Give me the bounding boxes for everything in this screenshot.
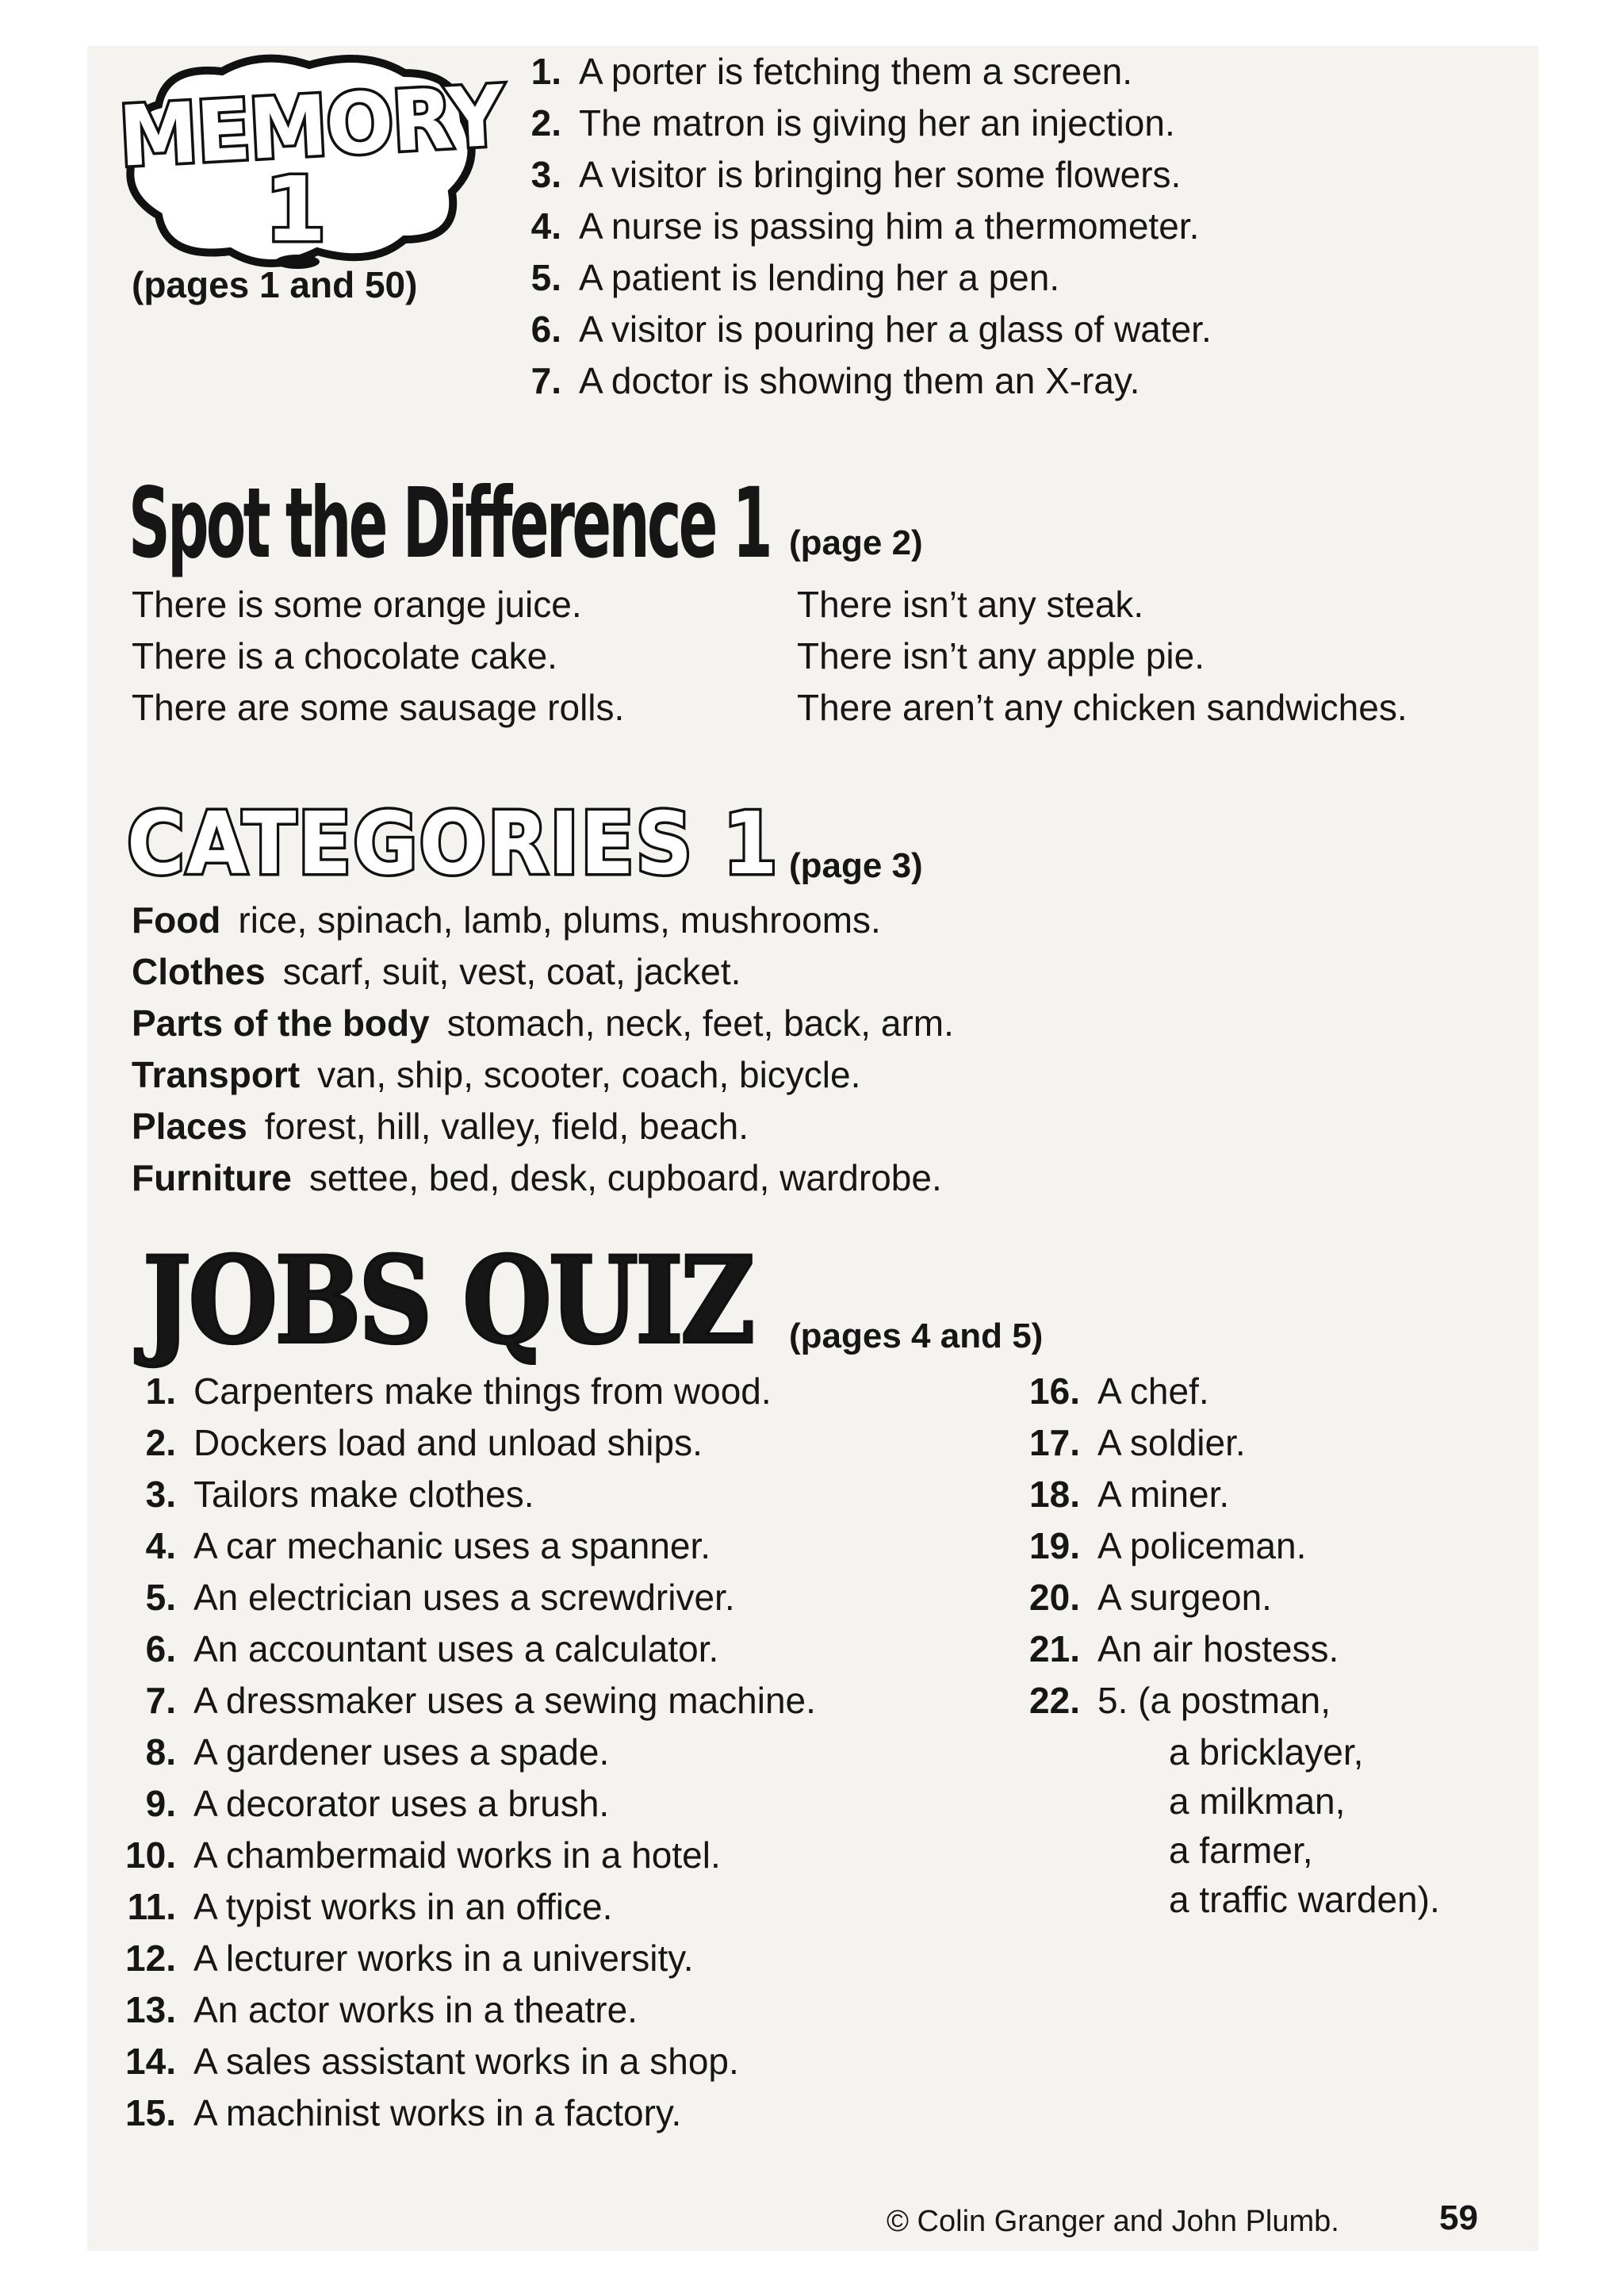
category-items: stomach, neck, feet, back, arm. bbox=[446, 1002, 954, 1044]
item-text: A chef. bbox=[1097, 1370, 1209, 1412]
category-name: Furniture bbox=[132, 1157, 292, 1198]
item-text: A soldier. bbox=[1097, 1422, 1246, 1463]
list-item: a bricklayer, bbox=[1169, 1731, 1364, 1773]
item-text: A typist works in an office. bbox=[193, 1886, 613, 1927]
list-item bbox=[523, 355, 1212, 407]
list-item bbox=[523, 46, 1212, 98]
list-item bbox=[119, 1881, 816, 1933]
item-text: 5. (a postman, bbox=[1097, 1680, 1331, 1721]
item-text: A dressmaker uses a sewing machine. bbox=[193, 1680, 816, 1721]
item-text: An air hostess. bbox=[1097, 1628, 1339, 1669]
list-item: a traffic warden). bbox=[1169, 1879, 1440, 1920]
list-item bbox=[119, 1830, 816, 1881]
list-item: There isn’t any steak. bbox=[797, 584, 1144, 625]
item-number: 6. bbox=[530, 309, 561, 350]
item-number: 2. bbox=[530, 102, 561, 144]
item-number: 2. bbox=[145, 1422, 176, 1463]
list-item bbox=[119, 2036, 816, 2087]
item-text: A miner. bbox=[1097, 1474, 1230, 1515]
item-number: 5. bbox=[530, 257, 561, 298]
item-number: 11. bbox=[127, 1886, 176, 1927]
jobs-quiz-right-list bbox=[1023, 1366, 1339, 1727]
spot-difference-right-list bbox=[797, 579, 1408, 734]
item-text: A machinist works in a factory. bbox=[193, 2092, 682, 2133]
list-item bbox=[119, 1520, 816, 1572]
item-text: A porter is fetching them a screen. bbox=[579, 51, 1133, 92]
list-item bbox=[523, 304, 1212, 355]
category-items: rice, spinach, lamb, plums, mushrooms. bbox=[238, 899, 881, 941]
list-item bbox=[1023, 1469, 1339, 1520]
memory-logo-text: MEMORY bbox=[117, 67, 505, 186]
item-number: 7. bbox=[145, 1680, 176, 1721]
list-item bbox=[1023, 1675, 1339, 1727]
item-number: 1. bbox=[530, 51, 561, 92]
category-name: Clothes bbox=[132, 951, 266, 992]
list-item bbox=[119, 1623, 816, 1675]
list-item bbox=[119, 1675, 816, 1727]
list-item bbox=[1023, 1417, 1339, 1469]
list-item: a farmer, bbox=[1169, 1830, 1313, 1871]
list-item: There are some sausage rolls. bbox=[132, 687, 625, 728]
memory-answer-list bbox=[523, 46, 1212, 407]
item-text: An accountant uses a calculator. bbox=[193, 1628, 719, 1669]
list-item bbox=[119, 1366, 816, 1417]
item-number: 3. bbox=[145, 1474, 176, 1515]
item-text: A doctor is showing them an X-ray. bbox=[579, 360, 1140, 401]
item-text: A visitor is pouring her a glass of water. bbox=[579, 309, 1212, 350]
item-number: 15. bbox=[125, 2092, 176, 2133]
item-number: 5. bbox=[145, 1577, 176, 1618]
list-item bbox=[523, 98, 1212, 149]
categories-list bbox=[132, 895, 954, 1204]
list-item bbox=[1023, 1520, 1339, 1572]
category-row bbox=[132, 895, 954, 946]
category-row bbox=[132, 946, 954, 998]
item-number: 21. bbox=[1029, 1628, 1080, 1669]
jobs-quiz-left-list bbox=[119, 1366, 816, 2139]
item-text: A lecturer works in a university. bbox=[193, 1938, 694, 1979]
list-item: There aren’t any chicken sandwiches. bbox=[797, 687, 1408, 728]
item-text: The matron is giving her an injection. bbox=[579, 102, 1175, 144]
jobs-quiz-pages: (pages 4 and 5) bbox=[789, 1317, 1044, 1355]
list-item: There is some orange juice. bbox=[132, 584, 582, 625]
page-number: 59 bbox=[1439, 2198, 1478, 2237]
item-text: A gardener uses a spade. bbox=[193, 1731, 610, 1773]
item-number: 3. bbox=[530, 154, 561, 195]
category-items: van, ship, scooter, coach, bicycle. bbox=[317, 1054, 861, 1095]
jobs-quiz-title: JOBS QUIZ bbox=[143, 1231, 753, 1370]
jobs-quiz-item22-continuation bbox=[1169, 1727, 1440, 1924]
list-item bbox=[523, 252, 1212, 304]
item-text: A decorator uses a brush. bbox=[193, 1783, 610, 1824]
category-items: settee, bed, desk, cupboard, wardrobe. bbox=[308, 1157, 942, 1198]
item-number: 1. bbox=[145, 1370, 176, 1412]
item-text: A sales assistant works in a shop. bbox=[193, 2041, 739, 2082]
item-text: A surgeon. bbox=[1097, 1577, 1272, 1618]
item-number: 14. bbox=[125, 2041, 176, 2082]
category-items: forest, hill, valley, field, beach. bbox=[264, 1106, 749, 1147]
item-number: 7. bbox=[530, 360, 561, 401]
item-number: 6. bbox=[145, 1628, 176, 1669]
list-item: There isn’t any apple pie. bbox=[797, 635, 1205, 677]
list-item bbox=[119, 1984, 816, 2036]
list-item bbox=[119, 1572, 816, 1623]
category-name: Parts of the body bbox=[132, 1002, 430, 1044]
copyright-notice: © Colin Granger and John Plumb. bbox=[887, 2205, 1339, 2238]
item-number: 20. bbox=[1029, 1577, 1080, 1618]
item-number: 9. bbox=[145, 1783, 176, 1824]
item-text: An electrician uses a screwdriver. bbox=[193, 1577, 735, 1618]
categories-title: CATEGORIES 1 bbox=[127, 795, 779, 894]
item-text: A patient is lending her a pen. bbox=[579, 257, 1060, 298]
category-name: Transport bbox=[132, 1054, 301, 1095]
spot-difference-pages: (page 2) bbox=[789, 523, 923, 562]
item-text: A car mechanic uses a spanner. bbox=[193, 1525, 711, 1566]
spot-difference-title: Spot the Difference 1 bbox=[128, 467, 771, 580]
item-number: 4. bbox=[145, 1525, 176, 1566]
category-items: scarf, suit, vest, coat, jacket. bbox=[282, 951, 741, 992]
item-number: 12. bbox=[125, 1938, 176, 1979]
list-item bbox=[1023, 1366, 1339, 1417]
item-number: 13. bbox=[125, 1989, 176, 2030]
category-row bbox=[132, 998, 954, 1049]
categories-pages: (page 3) bbox=[789, 846, 923, 885]
list-item bbox=[119, 1933, 816, 1984]
list-item: a milkman, bbox=[1169, 1780, 1346, 1822]
list-item bbox=[119, 1469, 816, 1520]
category-name: Places bbox=[132, 1106, 247, 1147]
list-item bbox=[1023, 1623, 1339, 1675]
category-row bbox=[132, 1049, 954, 1101]
item-number: 18. bbox=[1029, 1474, 1080, 1515]
item-text: A chambermaid works in a hotel. bbox=[193, 1834, 721, 1876]
item-text: A visitor is bringing her some flowers. bbox=[579, 154, 1182, 195]
list-item bbox=[119, 1778, 816, 1830]
item-number: 16. bbox=[1029, 1370, 1080, 1412]
item-text: Carpenters make things from wood. bbox=[193, 1370, 772, 1412]
item-text: Tailors make clothes. bbox=[193, 1474, 534, 1515]
list-item bbox=[523, 149, 1212, 201]
spot-difference-left-list bbox=[132, 579, 624, 734]
item-number: 22. bbox=[1029, 1680, 1080, 1721]
item-number: 4. bbox=[530, 205, 561, 247]
category-name: Food bbox=[132, 899, 221, 941]
list-item bbox=[119, 2087, 816, 2139]
item-text: Dockers load and unload ships. bbox=[193, 1422, 703, 1463]
category-row bbox=[132, 1101, 954, 1152]
memory-logo-number: 1 bbox=[264, 159, 327, 262]
item-text: A policeman. bbox=[1097, 1525, 1307, 1566]
item-number: 8. bbox=[145, 1731, 176, 1773]
item-number: 10. bbox=[125, 1834, 176, 1876]
list-item: There is a chocolate cake. bbox=[132, 635, 557, 677]
item-text: An actor works in a theatre. bbox=[193, 1989, 638, 2030]
item-number: 17. bbox=[1029, 1422, 1080, 1463]
item-number: 19. bbox=[1029, 1525, 1080, 1566]
category-row bbox=[132, 1152, 954, 1204]
memory-logo bbox=[117, 56, 505, 270]
memory-pages: (pages 1 and 50) bbox=[132, 264, 418, 305]
list-item bbox=[523, 201, 1212, 252]
list-item bbox=[119, 1727, 816, 1778]
list-item bbox=[119, 1417, 816, 1469]
item-text: A nurse is passing him a thermometer. bbox=[579, 205, 1200, 247]
list-item bbox=[1023, 1572, 1339, 1623]
